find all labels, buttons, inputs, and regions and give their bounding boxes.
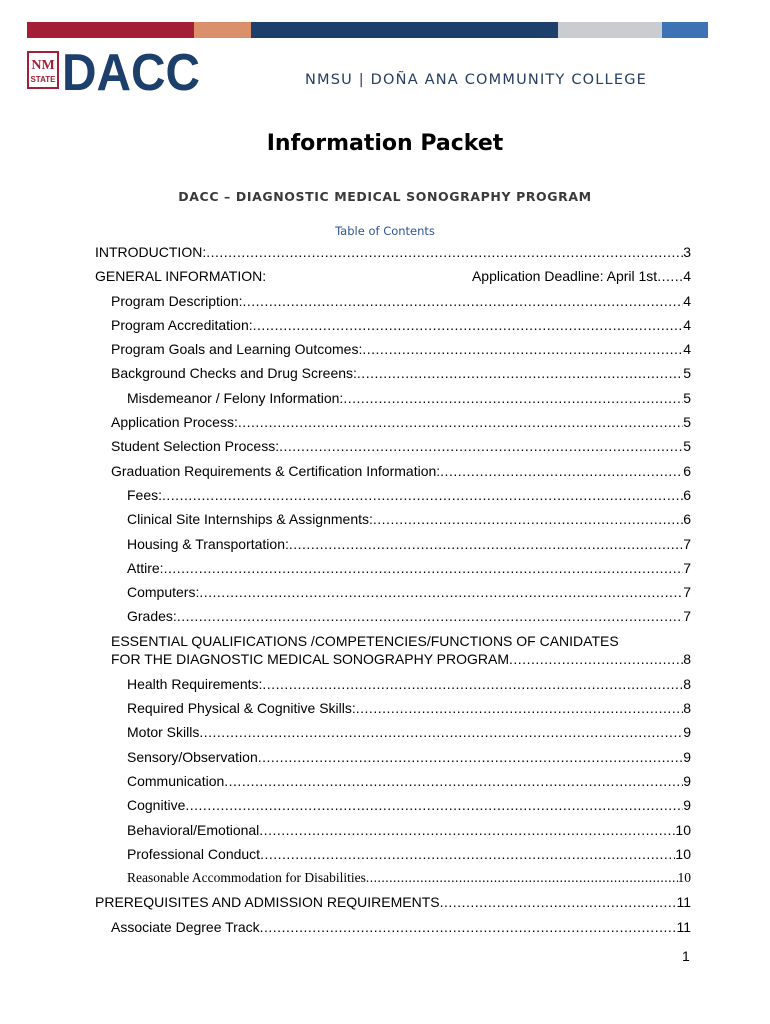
toc-label: INTRODUCTION: [95, 244, 207, 260]
toc-entry-communication[interactable] [95, 772, 691, 796]
toc-entry-program-accreditation[interactable] [95, 316, 691, 340]
toc-page-number: 5 [683, 365, 691, 382]
toc-page-number: 4 [683, 292, 691, 309]
toc-leader [164, 559, 684, 577]
toc-page-number: 10 [675, 845, 691, 862]
toc-entry-student-selection[interactable] [95, 437, 691, 461]
toc-label: Fees: [127, 486, 163, 503]
toc-page-number: 8 [683, 650, 691, 667]
toc-label: Misdemeanor / Felony Information: [127, 389, 344, 406]
toc-entry-misdemeanor-felony[interactable] [95, 389, 691, 413]
toc-label: Cognitive [127, 797, 186, 814]
toc-label: Application Process: [111, 414, 238, 431]
color-bar-crimson [27, 22, 194, 38]
color-bar-navy [251, 22, 558, 38]
toc-leader [199, 583, 683, 601]
toc-leader [243, 292, 684, 310]
toc-entry-prerequisites[interactable] [95, 893, 691, 917]
toc-entry-reasonable-accommodation[interactable] [95, 869, 691, 893]
toc-page-number: 4 [683, 268, 691, 285]
table-of-contents [95, 243, 691, 942]
toc-page-number: 5 [683, 414, 691, 431]
page-title: Information Packet [266, 131, 504, 156]
toc-leader [509, 650, 683, 668]
toc-page-number: 8 [683, 700, 691, 717]
toc-entry-cognitive[interactable] [95, 796, 691, 820]
toc-page-number: 8 [683, 675, 691, 692]
page-number: 1 [682, 948, 690, 964]
toc-label: Background Checks and Drug Screens: [111, 365, 357, 382]
toc-entry-motor-skills[interactable] [95, 723, 691, 747]
header-color-bar [0, 22, 770, 38]
svg-text:DACC: DACC [62, 48, 200, 94]
toc-label: Motor Skills [127, 724, 200, 741]
toc-page-number: 10 [675, 821, 691, 838]
toc-heading: Table of Contents [335, 224, 435, 238]
toc-page-number: 3 [683, 244, 691, 260]
toc-page-number: 9 [683, 797, 691, 814]
toc-leader [357, 364, 683, 382]
toc-page-number: 4 [683, 316, 691, 333]
toc-page-number: 7 [683, 584, 691, 601]
toc-page-number: 7 [683, 608, 691, 625]
toc-entry-housing[interactable] [95, 535, 691, 559]
toc-entry-computers[interactable] [95, 583, 691, 607]
toc-page-number: 4 [683, 341, 691, 358]
toc-leader [356, 699, 683, 717]
toc-entry-sensory-observation[interactable] [95, 748, 691, 772]
toc-leader [258, 748, 683, 766]
toc-leader [373, 510, 683, 528]
toc-label: GENERAL INFORMATION: [95, 268, 267, 285]
toc-leader [262, 675, 683, 693]
toc-entry-grades[interactable] [95, 607, 691, 631]
toc-label: Computers: [127, 584, 200, 601]
toc-entry-physical-cognitive[interactable] [95, 699, 691, 723]
toc-label: Grades: [127, 608, 177, 625]
toc-label: Professional Conduct [127, 845, 261, 862]
toc-leader [440, 893, 677, 911]
color-bar-gray [558, 22, 662, 38]
toc-label: Behavioral/Emotional [127, 821, 260, 838]
toc-leader [177, 607, 683, 625]
college-name: NMSU | DOÑA ANA COMMUNITY COLLEGE [305, 72, 647, 88]
toc-entry-essential-qualifications[interactable] [95, 632, 691, 675]
toc-entry-professional-conduct[interactable] [95, 845, 691, 869]
toc-label: Housing & Transportation: [127, 535, 289, 552]
toc-entry-introduction[interactable] [95, 243, 691, 267]
toc-leader [343, 389, 683, 407]
toc-page-number: 5 [683, 438, 691, 455]
toc-leader [440, 462, 683, 480]
toc-page-number: 7 [683, 535, 691, 552]
toc-entry-program-goals[interactable] [95, 340, 691, 364]
color-bar-tan [194, 22, 251, 38]
svg-text:STATE: STATE [30, 75, 56, 84]
toc-leader [224, 772, 683, 790]
toc-label: Program Accreditation: [111, 316, 253, 333]
toc-entry-attire[interactable] [95, 559, 691, 583]
toc-leader [238, 413, 683, 431]
toc-entry-health-requirements[interactable] [95, 675, 691, 699]
toc-leader [206, 243, 683, 261]
toc-page-number: 9 [683, 772, 691, 789]
toc-label: Attire: [127, 559, 164, 576]
toc-label: FOR THE DIAGNOSTIC MEDICAL SONOGRAPHY PROGRAM [111, 650, 510, 667]
toc-leader [279, 437, 683, 455]
toc-leader [289, 535, 683, 553]
toc-page-number: 6 [683, 486, 691, 503]
toc-entry-background-checks[interactable] [95, 364, 691, 388]
toc-entry-behavioral-emotional[interactable] [95, 821, 691, 845]
toc-page-number: 6 [683, 462, 691, 479]
toc-label: Program Goals and Learning Outcomes: [111, 341, 363, 358]
toc-page-number: 7 [683, 559, 691, 576]
toc-entry-program-description[interactable] [95, 292, 691, 316]
toc-label: Required Physical & Cognitive Skills: [127, 700, 356, 717]
toc-label: Program Description: [111, 292, 243, 309]
toc-leader [260, 918, 677, 936]
toc-entry-clinical-site[interactable] [95, 510, 691, 534]
svg-text:NM: NM [31, 58, 55, 73]
dacc-logo-icon [62, 48, 202, 94]
toc-entry-associate-degree-track[interactable] [95, 918, 691, 942]
toc-page-number: 6 [683, 511, 691, 528]
toc-leader [362, 340, 683, 358]
toc-label: Student Selection Process: [111, 438, 280, 455]
toc-leader [253, 316, 684, 334]
toc-label: ESSENTIAL QUALIFICATIONS /COMPETENCIES/FUNCTIONS OF CANIDATES [111, 632, 619, 649]
nm-state-logo-icon [27, 51, 59, 89]
toc-leader [366, 869, 678, 887]
toc-leader [199, 723, 683, 741]
page-subtitle: DACC – DIAGNOSTIC MEDICAL SONOGRAPHY PROGRAM [178, 189, 592, 204]
toc-page-number: 9 [683, 724, 691, 741]
toc-leader [657, 267, 683, 285]
toc-label: Health Requirements: [127, 675, 263, 692]
toc-page-number: 10 [677, 870, 691, 886]
toc-entry-fees[interactable] [95, 486, 691, 510]
toc-label: Communication [127, 772, 225, 789]
toc-label: Reasonable Accommodation for Disabilities [127, 870, 366, 886]
color-bar-blue [662, 22, 708, 38]
toc-entry-application-process[interactable] [95, 413, 691, 437]
toc-page-number: 5 [683, 389, 691, 406]
toc-page-number: 11 [676, 894, 691, 911]
toc-page-number: 9 [683, 748, 691, 765]
toc-label: Clinical Site Internships & Assignments: [127, 511, 373, 528]
toc-page-number: 11 [676, 918, 691, 935]
toc-entry-graduation-requirements[interactable] [95, 462, 691, 486]
toc-entry-general-information[interactable] [95, 267, 691, 291]
toc-leader [162, 486, 683, 504]
toc-leader [259, 821, 675, 839]
toc-leader [185, 796, 683, 814]
toc-label: Associate Degree Track [111, 918, 260, 935]
toc-leader [260, 845, 675, 863]
application-deadline: Application Deadline: April 1st [471, 268, 658, 285]
toc-label: Graduation Requirements & Certification Information: [111, 462, 441, 479]
toc-label: PREREQUISITES AND ADMISSION REQUIREMENTS [95, 894, 440, 911]
toc-label: Sensory/Observation [127, 748, 258, 765]
